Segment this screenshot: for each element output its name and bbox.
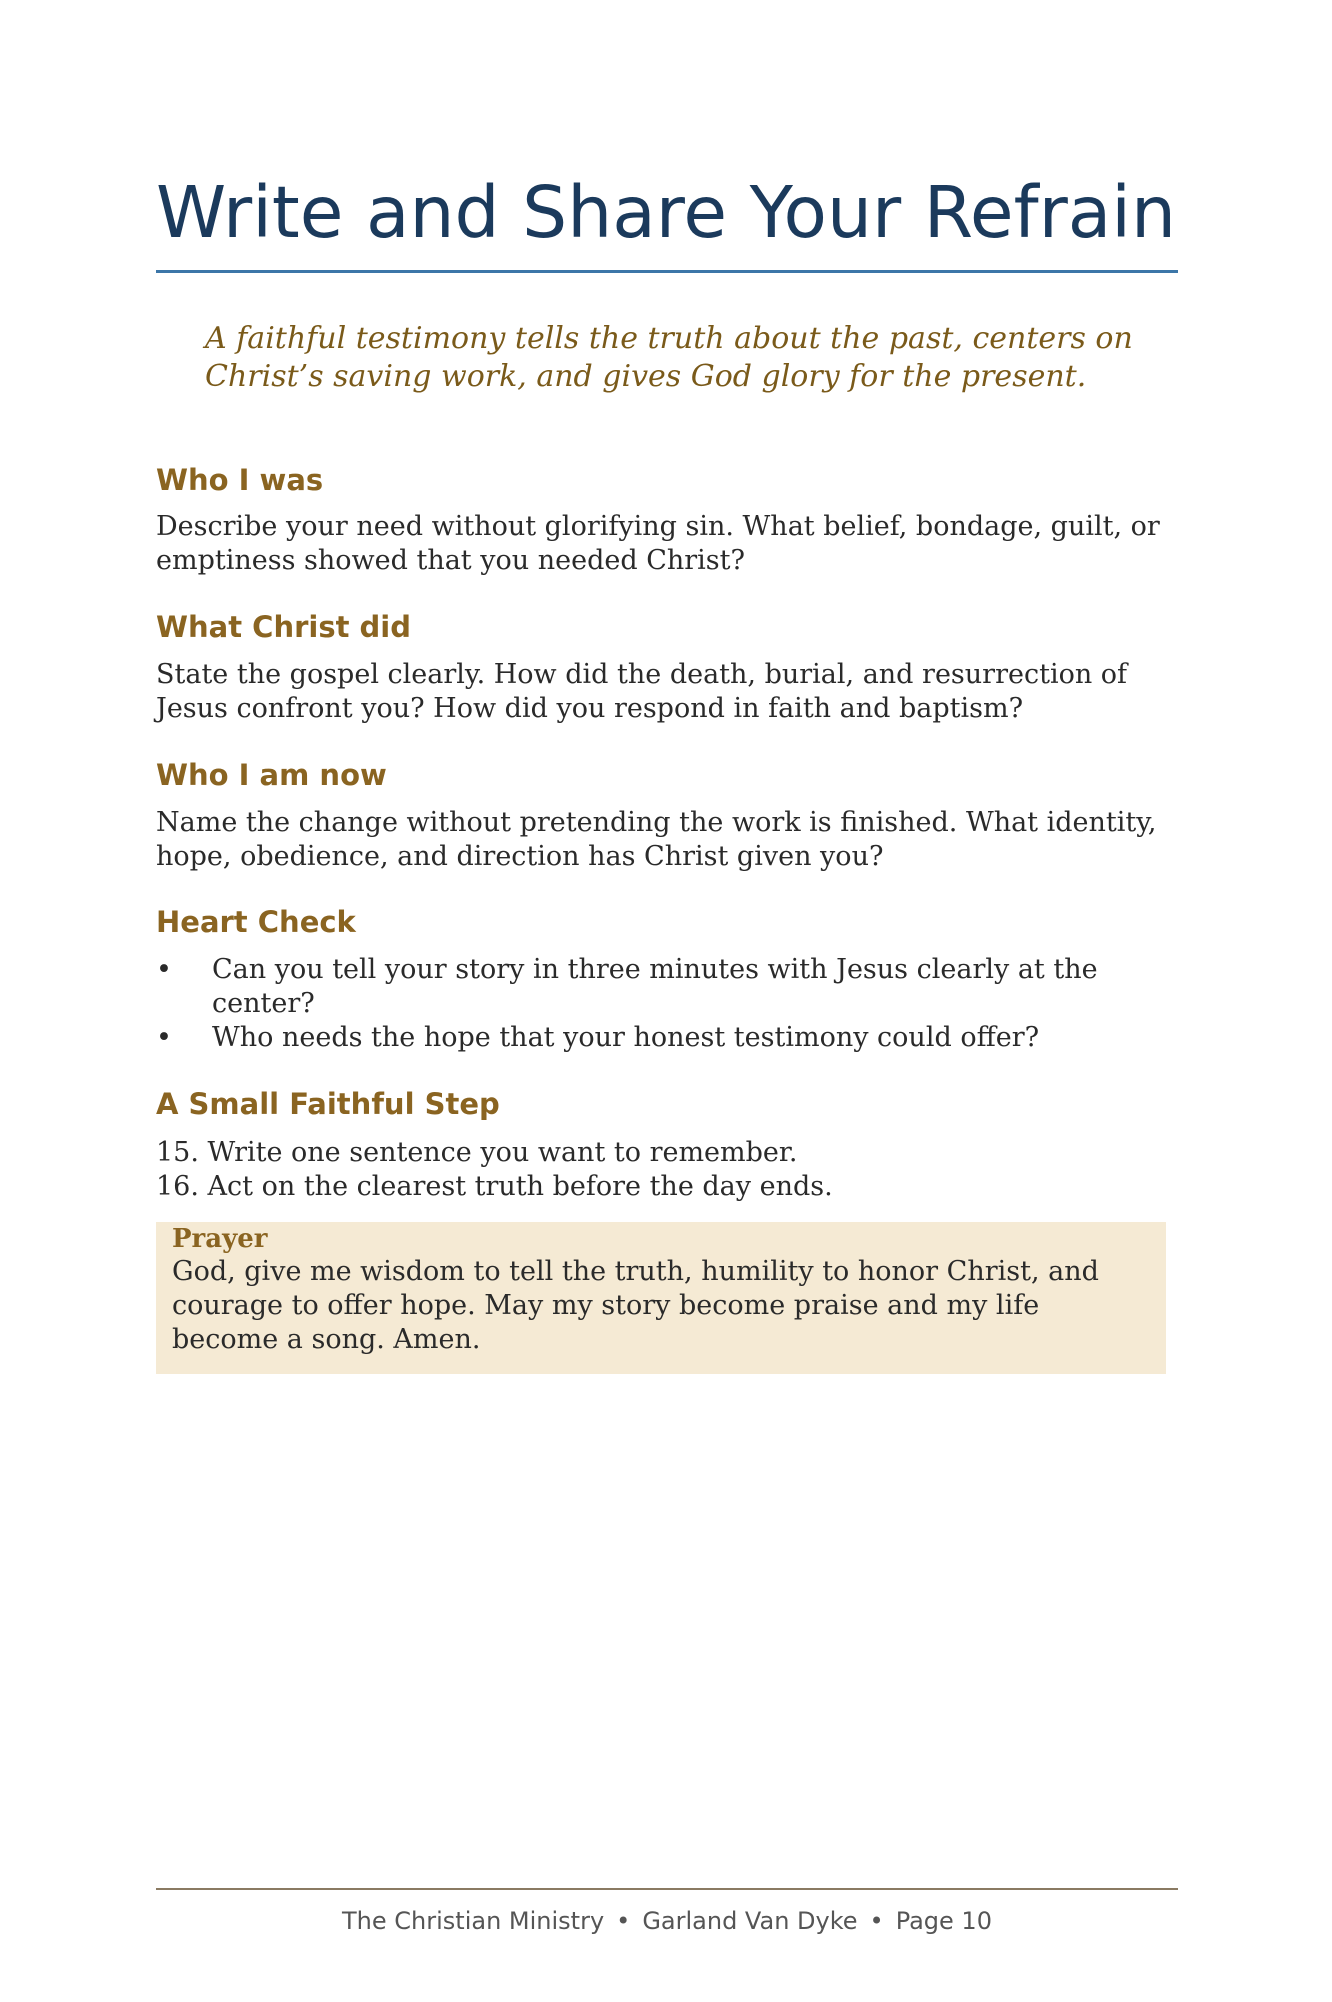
step-text: Act on the clearest truth before the day ends. (207, 1171, 833, 1202)
list-item (156, 1170, 1186, 1204)
section-body-who-i-was: Describe your need without glorifying sin. What belief, bondage, guilt, or emptiness showed that you needed Christ? (156, 511, 1160, 576)
page-title: Write and Share Your Refrain (156, 171, 1177, 254)
list-item-text: Can you tell your story in three minutes with Jesus clearly at the center? (212, 954, 1098, 1019)
list-item (156, 1136, 1186, 1170)
footer-author: Garland Van Dyke (642, 1907, 858, 1935)
footer-divider (156, 1888, 1178, 1890)
step-text: Write one sentence you want to remember. (207, 1137, 798, 1168)
step-number: 16. (156, 1171, 199, 1202)
bullet-icon: • (156, 1022, 172, 1053)
footer-separator: • (616, 1907, 631, 1935)
small-step-list (156, 1136, 1186, 1204)
section-heading-heart-check: Heart Check (156, 905, 356, 939)
bullet-icon: • (156, 954, 172, 985)
footer-publication: The Christian Ministry (342, 1907, 605, 1935)
section-heading-who-i-was: Who I was (156, 463, 324, 497)
title-divider (156, 270, 1178, 273)
section-heading-what-christ-did: What Christ did (156, 610, 412, 644)
footer-separator: • (869, 1907, 884, 1935)
section-heading-who-i-am-now: Who I am now (156, 758, 387, 792)
footer-page-number: Page 10 (895, 1907, 992, 1935)
epigraph-quote: A faithful testimony tells the truth about the past, centers on Christ’s saving work, and gives God glory for the present. (205, 321, 1133, 394)
prayer-text: God, give me wisdom to tell the truth, humility to honor Christ, and courage to offer hope. May my story become praise and my life become a song. Amen. (172, 1256, 1099, 1355)
prayer-callout (156, 1222, 1166, 1374)
heart-check-list (156, 953, 1186, 1055)
step-number: 15. (156, 1137, 199, 1168)
list-item (156, 953, 1186, 1021)
list-item-text: Who needs the hope that your honest testimony could offer? (212, 1022, 1040, 1053)
section-body-who-i-am-now: Name the change without pretending the work is finished. What identity, hope, obedience, and direction has Christ given you? (156, 807, 1157, 872)
prayer-label: Prayer (172, 1224, 268, 1254)
page-footer (156, 1904, 1178, 1938)
section-body-what-christ-did: State the gospel clearly. How did the death, burial, and resurrection of Jesus confront you? How did you respond in faith and baptism? (156, 659, 1128, 724)
list-item (156, 1021, 1186, 1055)
section-heading-small-step: A Small Faithful Step (156, 1087, 500, 1121)
